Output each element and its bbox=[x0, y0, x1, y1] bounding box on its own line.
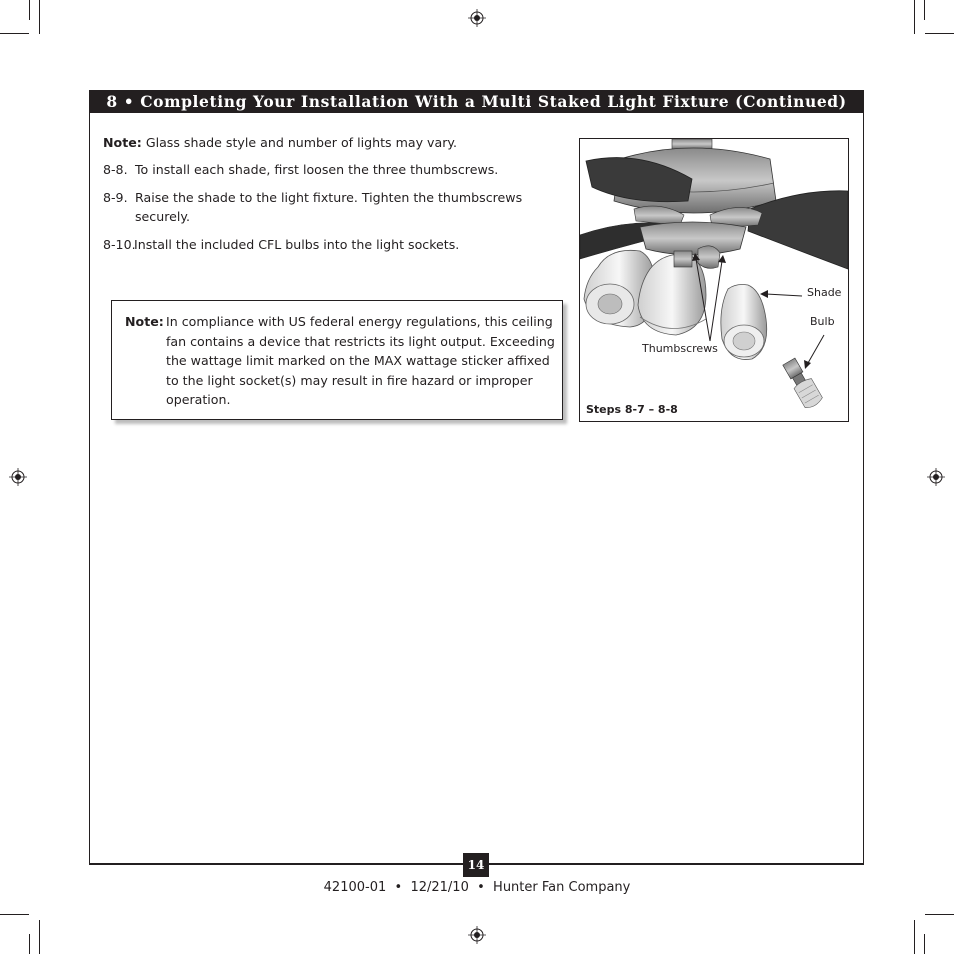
intro-note-text: Glass shade style and number of lights may vary. bbox=[145, 135, 458, 150]
step-8-9 bbox=[103, 188, 563, 228]
footer-separator: • bbox=[394, 880, 403, 895]
ceiling-fan-drawing bbox=[580, 139, 848, 421]
energy-warning-note bbox=[111, 300, 563, 420]
section-title: 8 • Completing Your Installation With a Multi Staked Light Fixture (Continued) bbox=[90, 91, 863, 113]
step-number: 8-8. bbox=[103, 162, 128, 177]
shade-label: Shade bbox=[807, 286, 842, 299]
page-footer bbox=[0, 880, 954, 895]
intro-note-label: Note: bbox=[103, 135, 142, 150]
registration-mark-top bbox=[468, 9, 486, 27]
registration-mark-right bbox=[927, 468, 945, 486]
step-number: 8-9. bbox=[103, 190, 128, 205]
intro-note bbox=[103, 133, 563, 152]
doc-number: 42100-01 bbox=[323, 880, 387, 895]
registration-mark-left bbox=[9, 468, 27, 486]
registration-mark-bottom bbox=[468, 926, 486, 944]
company-name: Hunter Fan Company bbox=[493, 880, 631, 895]
step-8-8 bbox=[103, 160, 563, 180]
step-text: Raise the shade to the light fixture. Tighten the thumbscrews securely. bbox=[135, 190, 523, 224]
figure-caption: Steps 8-7 – 8-8 bbox=[586, 403, 678, 416]
step-text: Install the included CFL bulbs into the light sockets. bbox=[134, 237, 460, 252]
page-number: 14 bbox=[463, 853, 489, 877]
bulb-label: Bulb bbox=[810, 315, 835, 328]
step-number: 8-10. bbox=[103, 237, 136, 252]
thumbscrews-label: Thumbscrews bbox=[642, 342, 718, 355]
fan-light-kit-illustration bbox=[579, 138, 849, 422]
footer-separator: • bbox=[477, 880, 485, 895]
page-frame bbox=[89, 90, 864, 872]
warning-note-label: Note: bbox=[125, 314, 164, 329]
doc-date: 12/21/10 bbox=[410, 880, 469, 895]
warning-note-text: In compliance with US federal energy regulations, this ceiling fan contains a device that restricts its light output. Exceeding the wattage limit marked on the MAX wattage sticker affixed to the light socket(s) may result in fire hazard or improper operation. bbox=[166, 314, 555, 407]
step-8-10 bbox=[103, 235, 563, 255]
step-text: To install each shade, first loosen the three thumbscrews. bbox=[135, 162, 499, 177]
